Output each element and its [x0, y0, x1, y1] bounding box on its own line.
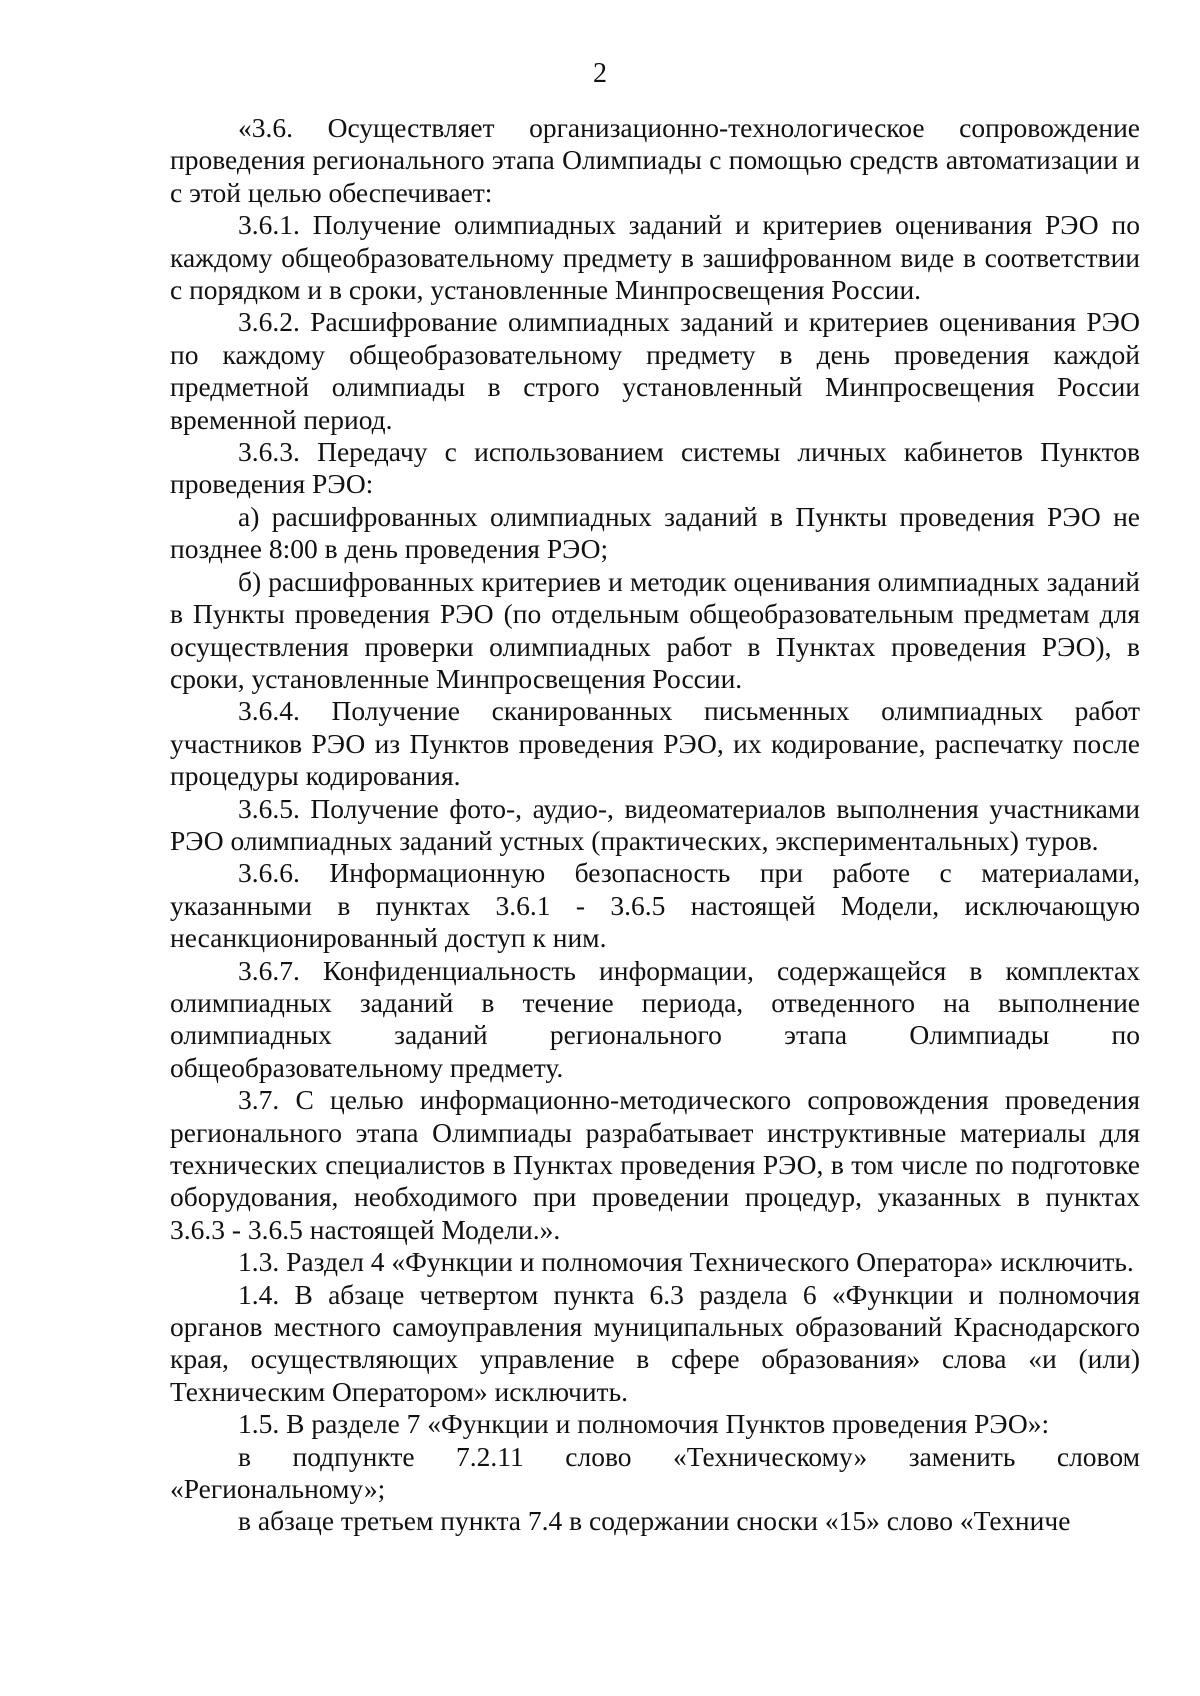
- paragraph-3-6-1: 3.6.1. Получение олимпиадных заданий и критериев оценивания РЭО по каждому общеобразовательному предмету в зашифрованном виде в соответствии с порядком и в сроки, установленные Минпросвещения России.: [170, 209, 1140, 306]
- paragraph-3-6-4: 3.6.4. Получение сканированных письменных олимпиадных работ участников РЭО из Пунктов проведения РЭО, их кодирование, распечатку после процедуры кодирования.: [170, 695, 1140, 792]
- paragraph-3-6-2: 3.6.2. Расшифрование олимпиадных заданий и критериев оценивания РЭО по каждому общеобразовательному предмету в день проведения каждой предметной олимпиады в строго установленный Минпросвещения России временной период.: [170, 306, 1140, 435]
- paragraph-3-6-5: 3.6.5. Получение фото-, аудио-, видеоматериалов выполнения участниками РЭО олимпиадных заданий устных (практических, экспериментальных) туров.: [170, 792, 1140, 856]
- paragraph-1-5-subitem-1: в подпункте 7.2.11 слово «Техническому» заменить словом «Региональному»;: [170, 1440, 1140, 1505]
- paragraph-1-3: 1.3. Раздел 4 «Функции и полномочия Технического Оператора» исключить.: [238, 1246, 1134, 1278]
- document-body: [170, 112, 1140, 1538]
- paragraph-3-6-6: 3.6.6. Информационную безопасность при работе с материалами, указанными в пунктах 3.6.1 - 3.6.5 настоящей Модели, исключающую несанкционированный доступ к ним.: [170, 857, 1140, 954]
- paragraph-1-4: 1.4. В абзаце четвертом пункта 6.3 раздела 6 «Функции и полномочия органов местного самоуправления муниципальных образований Краснодарского края, осуществляющих управление в сфере образования» слова «и (или) Техническим Оператором» исключить.: [170, 1278, 1140, 1407]
- paragraph-3-6-3-a: а) расшифрованных олимпиадных заданий в Пункты проведения РЭО не позднее 8:00 в день проведения РЭО;: [170, 500, 1140, 565]
- paragraph-3-7: 3.7. С целью информационно-методического сопровождения проведения регионального этапа Олимпиады разрабатывает инструктивные материалы для технических специалистов в Пунктах проведения РЭО, в том числе по подготовке оборудования, необходимого при проведении процедур, указанных в пунктах 3.6.3 - 3.6.5 настоящей Модели.».: [170, 1084, 1140, 1245]
- paragraph-3-6: «3.6. Осуществляет организационно-технологическое сопровождение проведения регионального этапа Олимпиады с помощью средств автоматизации и с этой целью обеспечивает:: [170, 112, 1140, 208]
- page-number: 2: [593, 58, 607, 89]
- paragraph-1-5: 1.5. В разделе 7 «Функции и полномочия Пунктов проведения РЭО»:: [238, 1408, 1050, 1440]
- paragraph-3-6-3: 3.6.3. Передачу с использованием системы личных кабинетов Пунктов проведения РЭО:: [170, 436, 1140, 500]
- paragraph-1-5-subitem-2: в абзаце третьем пункта 7.4 в содержании сноски «15» слово «Техниче: [238, 1505, 1071, 1537]
- paragraph-3-6-3-b: б) расшифрованных критериев и методик оценивания олимпиадных заданий в Пункты проведения РЭО (по отдельным общеобразовательным предметам для осуществления проверки олимпиадных работ в Пунктах проведения РЭО), в сроки, установленные Минпросвещения России.: [170, 565, 1140, 694]
- paragraph-3-6-7: 3.6.7. Конфиденциальность информации, содержащейся в комплектах олимпиадных заданий в течение периода, отведенного на выполнение олимпиадных заданий регионального этапа Олимпиады по общеобразовательному предмету.: [170, 954, 1140, 1083]
